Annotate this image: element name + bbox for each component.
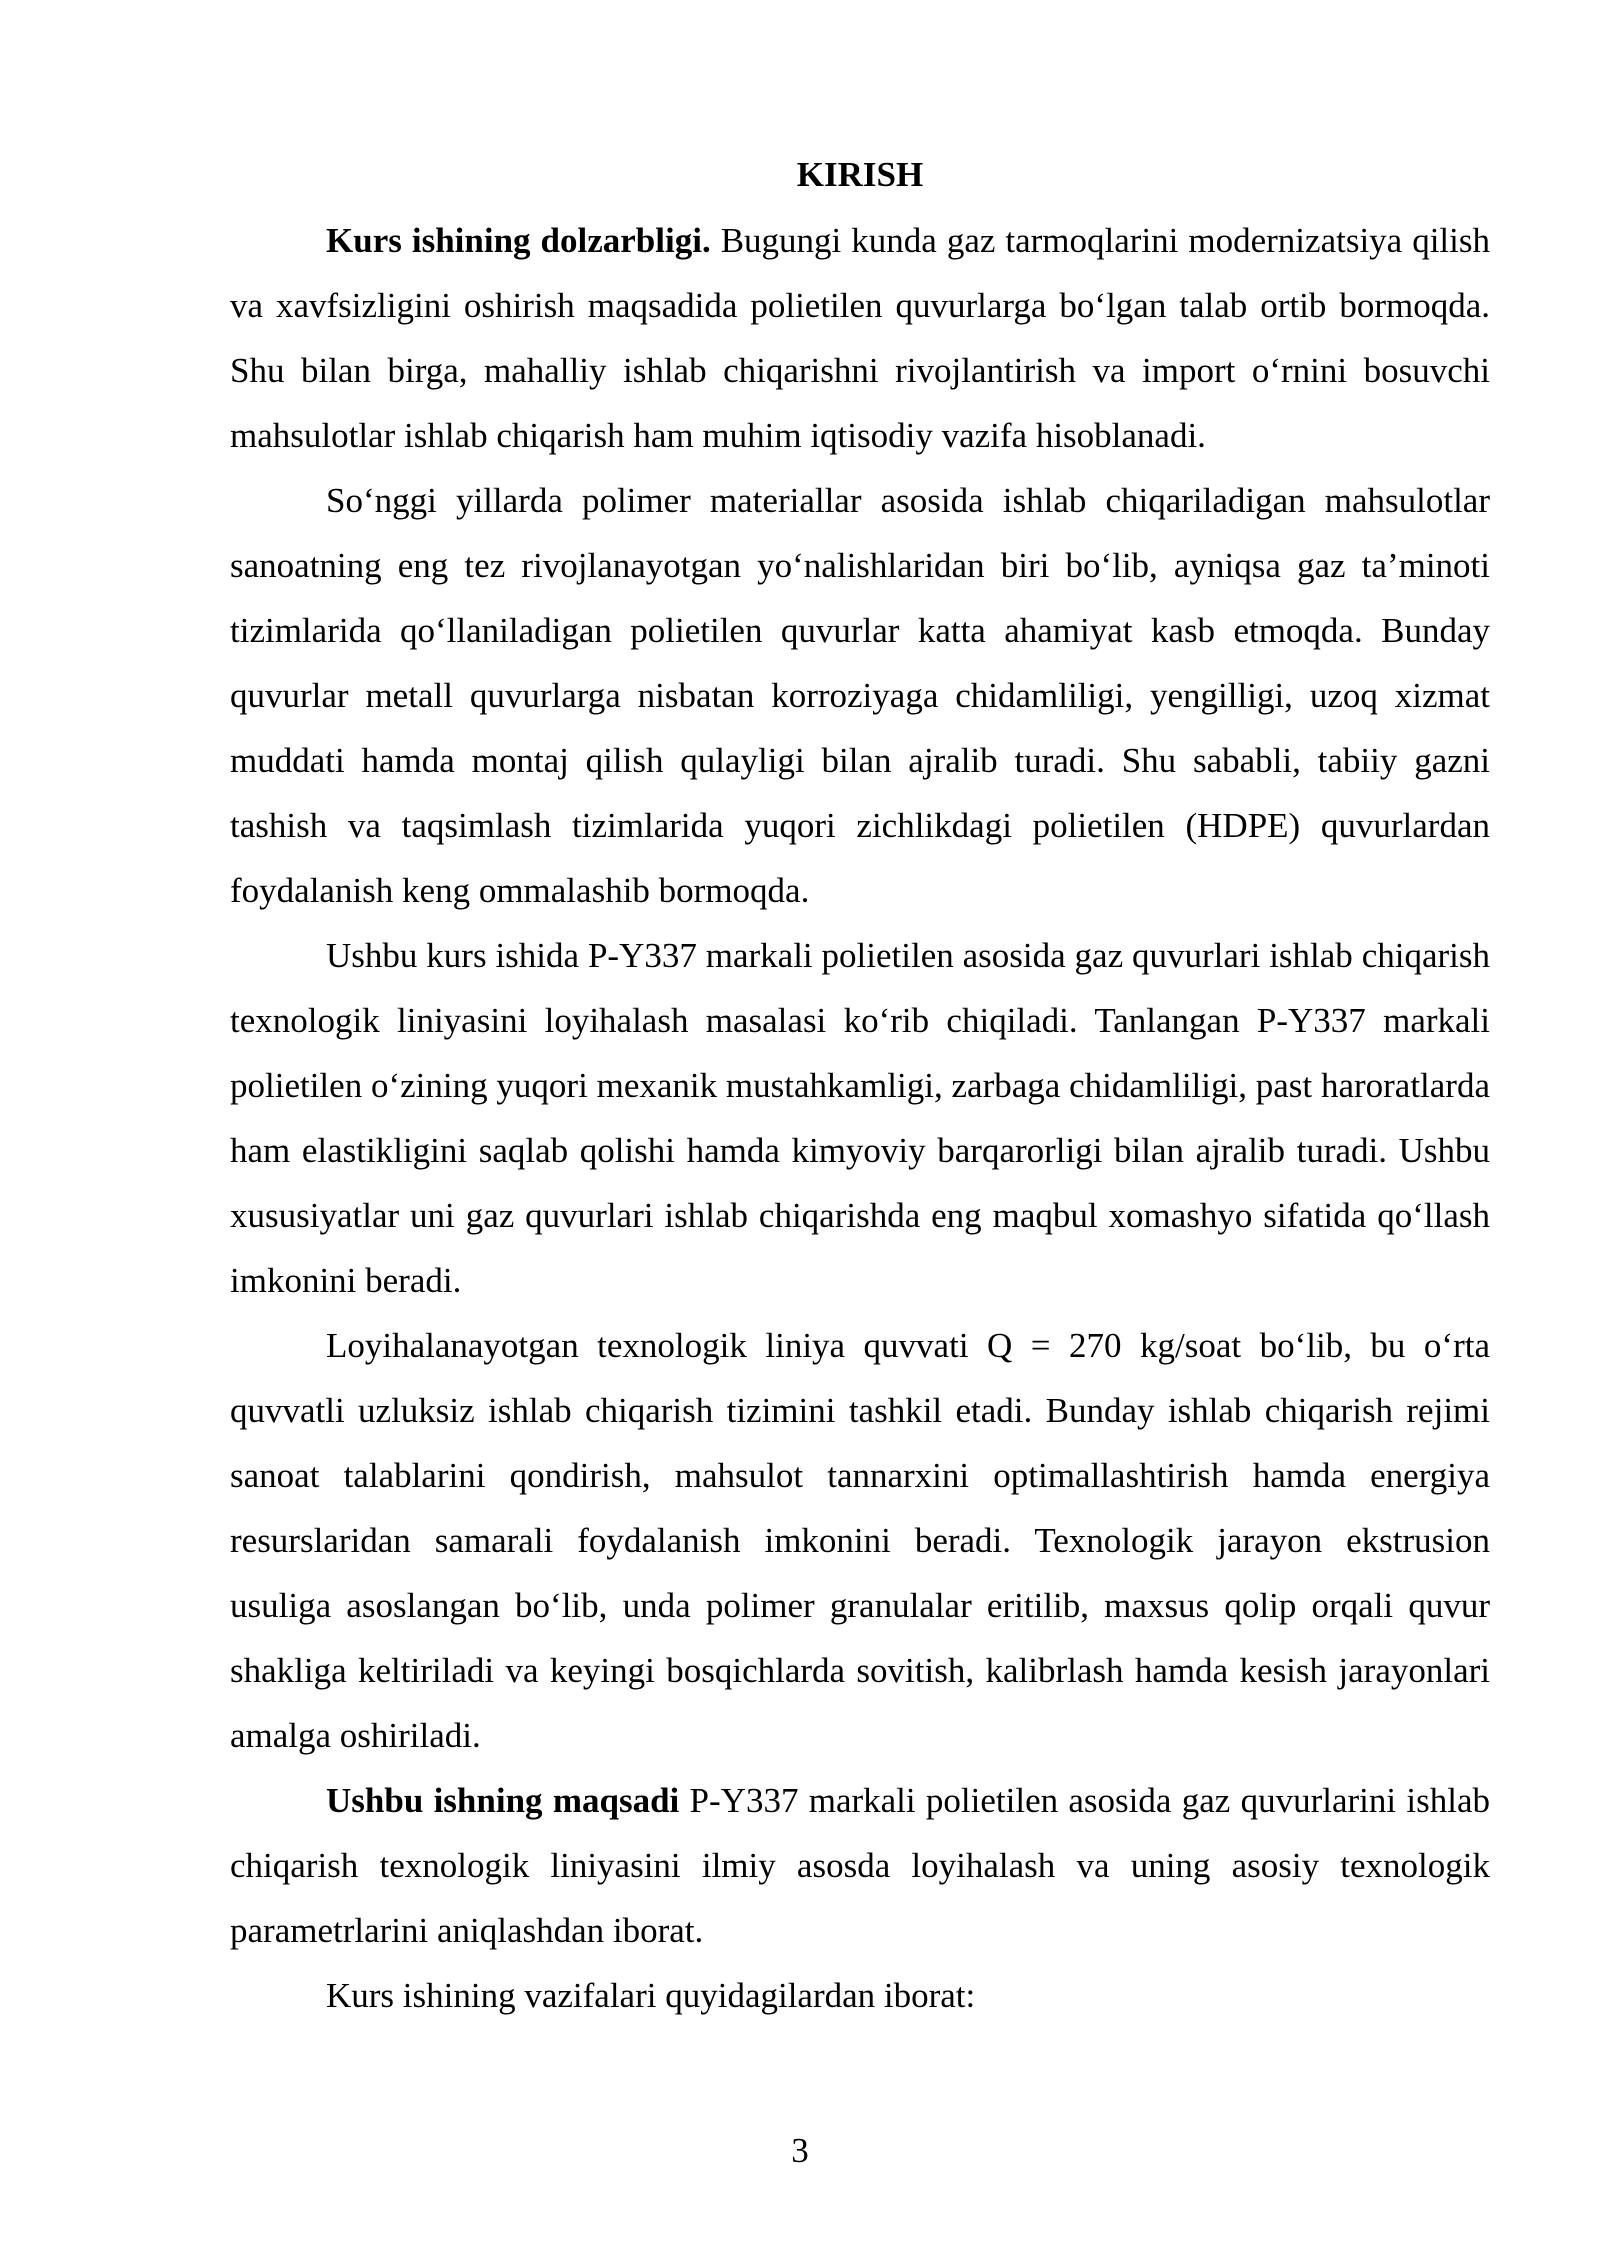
paragraph-lead: Kurs ishining dolzarbligi. xyxy=(326,221,711,260)
paragraph-goal xyxy=(230,1768,1490,1963)
paragraph-line-capacity xyxy=(230,1313,1490,1768)
page-number: 3 xyxy=(791,2131,809,2170)
paragraph-course-work xyxy=(230,923,1490,1313)
paragraph-text: Bugungi kunda gaz tarmoqlarini modernizatsiya qilish va xavfsizligini oshirish maqsadida polietilen quvurlarga bo‘lgan talab ortib bormoqda. Shu bilan birga, mahalliy ishlab chiqarishni rivojlantirish va import o‘rnini bosuvchi mahsulotlar ishlab chiqarish ham muhim iqtisodiy vazifa hisoblanadi. xyxy=(230,221,1491,455)
paragraph-lead: Ushbu ishning maqsadi xyxy=(326,1781,680,1820)
paragraph-text: Ushbu kurs ishida P-Y337 markali polietilen asosida gaz quvurlari ishlab chiqarish texnologik liniyasini loyihalash masalasi ko‘rib chiqiladi. Tanlangan P-Y337 markali polietilen o‘zining yuqori mexanik mustahkamligi, zarbaga chidamliligi, past haroratlarda ham elastikligini saqlab qolishi hamda kimyoviy barqarorligi bilan ajralib turadi. Ushbu xususiyatlar uni gaz quvurlari ishlab chiqarishda eng maqbul xomashyo sifatida qo‘llash imkonini beradi. xyxy=(230,936,1490,1300)
paragraph-relevance xyxy=(230,208,1490,468)
paragraph-text: Kurs ishining vazifalari quyidagilardan iborat: xyxy=(326,1976,976,2015)
paragraph-text: P-Y337 markali polietilen asosida gaz quvurlarini ishlab chiqarish texnologik liniyasini ilmiy asosda loyihalash va uning asosiy texnologik parametrlarini aniqlashdan iborat. xyxy=(230,1781,1490,1950)
paragraph-text: So‘nggi yillarda polimer materiallar asosida ishlab chiqariladigan mahsulotlar sanoatning eng tez rivojlanayotgan yo‘nalishlaridan biri bo‘lib, ayniqsa gaz ta’minoti tizimlarida qo‘llaniladigan polietilen quvurlar katta ahamiyat kasb etmoqda. Bunday quvurlar metall quvurlarga nisbatan korroziyaga chidamliligi, yengilligi, uzoq xizmat muddati hamda montaj qilish qulayligi bilan ajralib turadi. Shu sababli, tabiiy gazni tashish va taqsimlash tizimlarida yuqori zichlikdagi polietilen (HDPE) quvurlardan foydalanish keng ommalashib bormoqda. xyxy=(230,481,1490,910)
paragraph-text: Loyihalanayotgan texnologik liniya quvvati Q = 270 kg/soat bo‘lib, bu o‘rta quvvatli uzluksiz ishlab chiqarish tizimini tashkil etadi. Bunday ishlab chiqarish rejimi sanoat talablarini qondirish, mahsulot tannarxini optimallashtirish hamda energiya resurslaridan samarali foydalanish imkonini beradi. Texnologik jarayon ekstrusion usuliga asoslangan bo‘lib, unda polimer granulalar eritilib, maxsus qolip orqali quvur shakliga keltiriladi va keyingi bosqichlarda sovitish, kalibrlash hamda kesish jarayonlari amalga oshiriladi. xyxy=(230,1326,1490,1755)
paragraph-polymers xyxy=(230,468,1490,923)
section-heading: KIRISH xyxy=(796,155,924,194)
paragraph-tasks-intro xyxy=(230,1963,1490,2028)
document-page xyxy=(230,150,1490,2028)
